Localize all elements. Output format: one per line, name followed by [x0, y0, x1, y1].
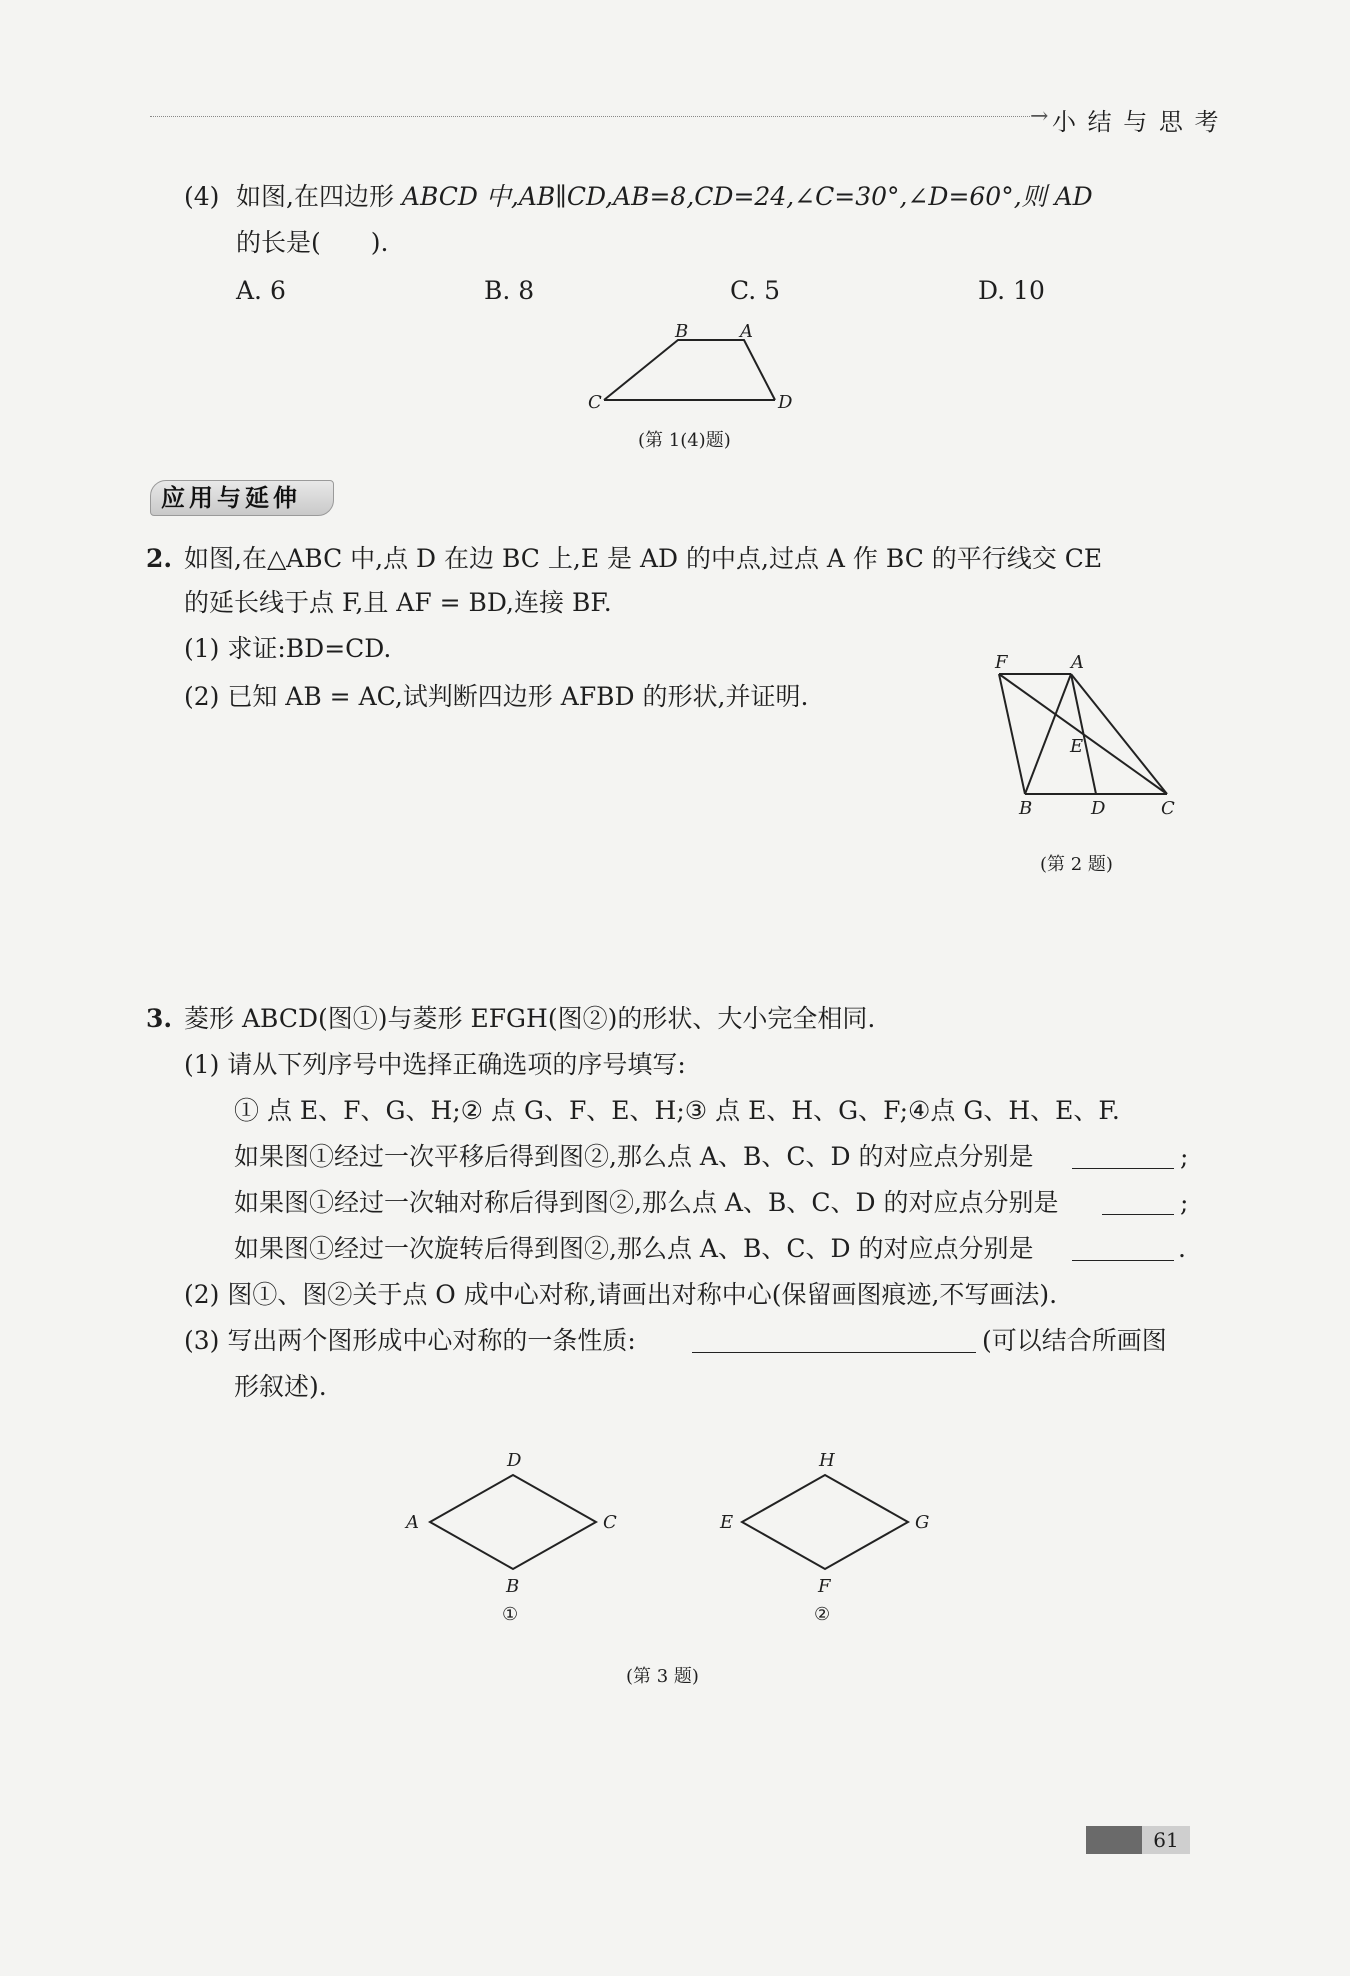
section-title: 应用与延伸	[161, 484, 301, 512]
q3-caption: (第 3 题)	[626, 1666, 699, 1687]
q2-label-e: E	[1070, 736, 1084, 757]
header-rule	[150, 116, 1030, 117]
page-number: 61	[1142, 1826, 1190, 1854]
trapezoid-sides	[604, 340, 775, 400]
q3-figure-2	[712, 1440, 942, 1640]
q3-part3-tail: (可以结合所画图	[982, 1326, 1167, 1355]
line-fc	[999, 674, 1167, 794]
q3-part1: (1) 请从下列序号中选择正确选项的序号填写:	[184, 1050, 686, 1079]
q1-4-caption: (第 1(4)题)	[638, 430, 731, 451]
q2-label-a: A	[1071, 652, 1084, 673]
fig1-label-a: A	[406, 1512, 419, 1533]
q3-fill3-text: 如果图①经过一次旋转后得到图②,那么点 A、B、C、D 的对应点分别是	[234, 1234, 1034, 1263]
q2-caption: (第 2 题)	[1040, 854, 1113, 875]
q1-4-option-c: C. 5	[730, 276, 781, 305]
q1-4-option-b: B. 8	[484, 276, 535, 305]
fig2-tag: ②	[814, 1604, 831, 1625]
q3-fill2-end: ;	[1180, 1188, 1189, 1217]
fig2-label-h: H	[819, 1450, 835, 1471]
q1-4-label-c: C	[588, 392, 602, 413]
q1-4-option-d: D. 10	[978, 276, 1045, 305]
q3-part2: (2) 图①、图②关于点 O 成中心对称,请画出对称中心(保留画图痕迹,不写画法).	[184, 1280, 1058, 1309]
q3-part3-line2: 形叙述).	[234, 1372, 327, 1401]
q3-fill1-blank[interactable]	[1072, 1142, 1174, 1169]
q3-fill2-text: 如果图①经过一次轴对称后得到图②,那么点 A、B、C、D 的对应点分别是	[234, 1188, 1059, 1217]
line-ac	[1071, 674, 1167, 794]
line-fb	[999, 674, 1025, 794]
section-tag	[150, 480, 334, 516]
q1-4-label-a: A	[740, 321, 753, 342]
q1-4-line1-rest: ABCD 中,AB∥CD,AB=8,CD=24,∠C=30°,∠D=60°,则 AD	[401, 182, 1093, 211]
q2-label-b: B	[1019, 798, 1033, 819]
q3-part3: (3) 写出两个图形成中心对称的一条性质:	[184, 1326, 636, 1355]
q2-part2: (2) 已知 AB = AC,试判断四边形 AFBD 的形状,并证明.	[184, 682, 809, 711]
q2-label-d: D	[1091, 798, 1106, 819]
q2-line2: 的延长线于点 F,且 AF = BD,连接 BF.	[184, 588, 612, 617]
q3-figure-1	[400, 1440, 630, 1640]
q3-fill1-end: ;	[1180, 1142, 1189, 1171]
q1-4-line1	[236, 180, 1093, 214]
q3-fill2-blank[interactable]	[1102, 1188, 1174, 1215]
fig1-label-c: C	[603, 1512, 617, 1533]
q1-4-number: (4)	[184, 182, 220, 211]
q3-line1: 菱形 ABCD(图①)与菱形 EFGH(图②)的形状、大小完全相同.	[184, 1004, 876, 1033]
q1-4-option-a: A. 6	[236, 276, 286, 305]
q3-part3-blank[interactable]	[692, 1326, 976, 1353]
fig2-label-g: G	[915, 1512, 930, 1533]
q1-4-trapezoid-figure	[570, 316, 810, 416]
q3-choices: ① 点 E、F、G、H;② 点 G、F、E、H;③ 点 E、H、G、F;④点 G、H、E、F.	[234, 1096, 1120, 1125]
fig2-label-e: E	[720, 1512, 734, 1533]
q2-label-c: C	[1161, 798, 1175, 819]
q2-line1: 如图,在△ABC 中,点 D 在边 BC 上,E 是 AD 的中点,过点 A 作 BC 的平行线交 CE	[184, 544, 1103, 573]
q3-fill3-end: .	[1178, 1234, 1186, 1263]
q1-4-line1-pre: 如图,在四边形	[236, 182, 402, 211]
q2-figure	[985, 650, 1185, 825]
q3-number: 3.	[146, 1004, 173, 1033]
line-ab	[1025, 674, 1071, 794]
q2-label-f: F	[995, 652, 1008, 673]
rhombus-abcd	[430, 1475, 596, 1569]
fig2-label-f: F	[818, 1576, 831, 1597]
header-title: 小 结 与 思 考	[1052, 108, 1221, 136]
rhombus-efgh	[742, 1475, 908, 1569]
q1-4-label-b: B	[675, 321, 689, 342]
q2-number: 2.	[146, 544, 173, 573]
q2-part1: (1) 求证:BD=CD.	[184, 634, 392, 663]
q1-4-label-d: D	[778, 392, 793, 413]
q3-fill3-blank[interactable]	[1072, 1234, 1174, 1261]
fig1-tag: ①	[502, 1604, 519, 1625]
q3-fill1-text: 如果图①经过一次平移后得到图②,那么点 A、B、C、D 的对应点分别是	[234, 1142, 1034, 1171]
fig1-label-b: B	[506, 1576, 520, 1597]
fig1-label-d: D	[507, 1450, 522, 1471]
header-arrow-icon: →	[1030, 104, 1049, 129]
q1-4-line2: 的长是( ).	[236, 228, 389, 257]
